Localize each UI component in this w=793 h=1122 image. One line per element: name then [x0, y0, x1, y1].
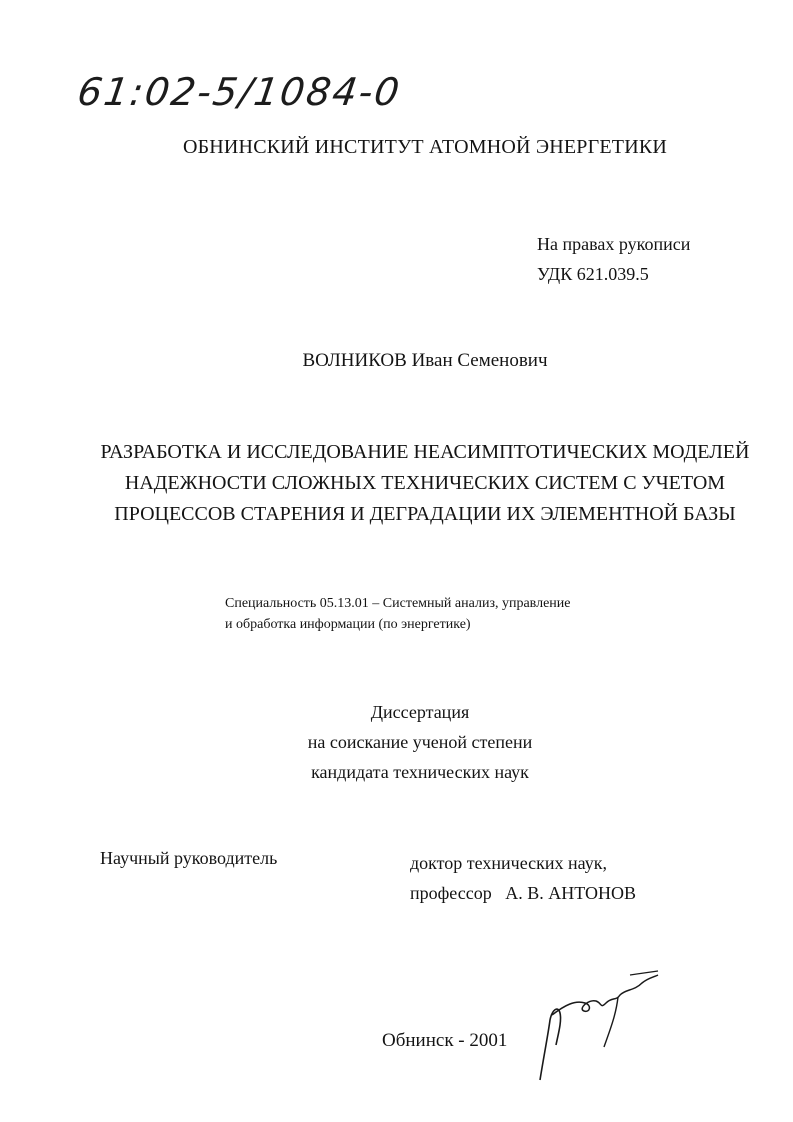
specialty-line: и обработка информации (по энергетике): [225, 617, 471, 632]
institute-name: ОБНИНСКИЙ ИНСТИТУТ АТОМНОЙ ЭНЕРГЕТИКИ: [182, 136, 668, 158]
author-name: ВОЛНИКОВ Иван Семенович: [302, 350, 548, 371]
city-year: Обнинск - 2001: [382, 1030, 508, 1051]
dissertation-line: кандидата технических наук: [311, 762, 529, 782]
specialty-line: Специальность 05.13.01 – Системный анализ, управление: [225, 596, 571, 611]
advisor-name: профессор А. В. АНТОНОВ: [410, 883, 636, 903]
dissertation-line: на соискание ученой степени: [307, 732, 533, 752]
rights-text: На правах рукописи: [537, 234, 691, 254]
advisor-degree: доктор технических наук,: [410, 853, 607, 873]
title-line: ПРОЦЕССОВ СТАРЕНИЯ И ДЕГРАДАЦИИ ИХ ЭЛЕМЕНТНОЙ БАЗЫ: [114, 503, 736, 525]
dissertation-block: [260, 697, 580, 787]
title-line: РАЗРАБОТКА И ИССЛЕДОВАНИЕ НЕАСИМПТОТИЧЕСКИХ МОДЕЛЕЙ: [100, 441, 750, 463]
rights-block: [537, 229, 690, 289]
advisor-info: [410, 848, 636, 908]
thesis-title: [40, 437, 793, 530]
udc-code: УДК 621.039.5: [537, 264, 649, 284]
advisor-label: Научный руководитель: [100, 848, 278, 868]
dissertation-line: Диссертация: [370, 702, 470, 722]
title-line: НАДЕЖНОСТИ СЛОЖНЫХ ТЕХНИЧЕСКИХ СИСТЕМ С УЧЕТОМ: [124, 472, 726, 494]
specialty-block: [225, 593, 571, 635]
signature-icon: [530, 965, 670, 1085]
archive-code: 61:02-5/1084-0: [74, 70, 404, 114]
